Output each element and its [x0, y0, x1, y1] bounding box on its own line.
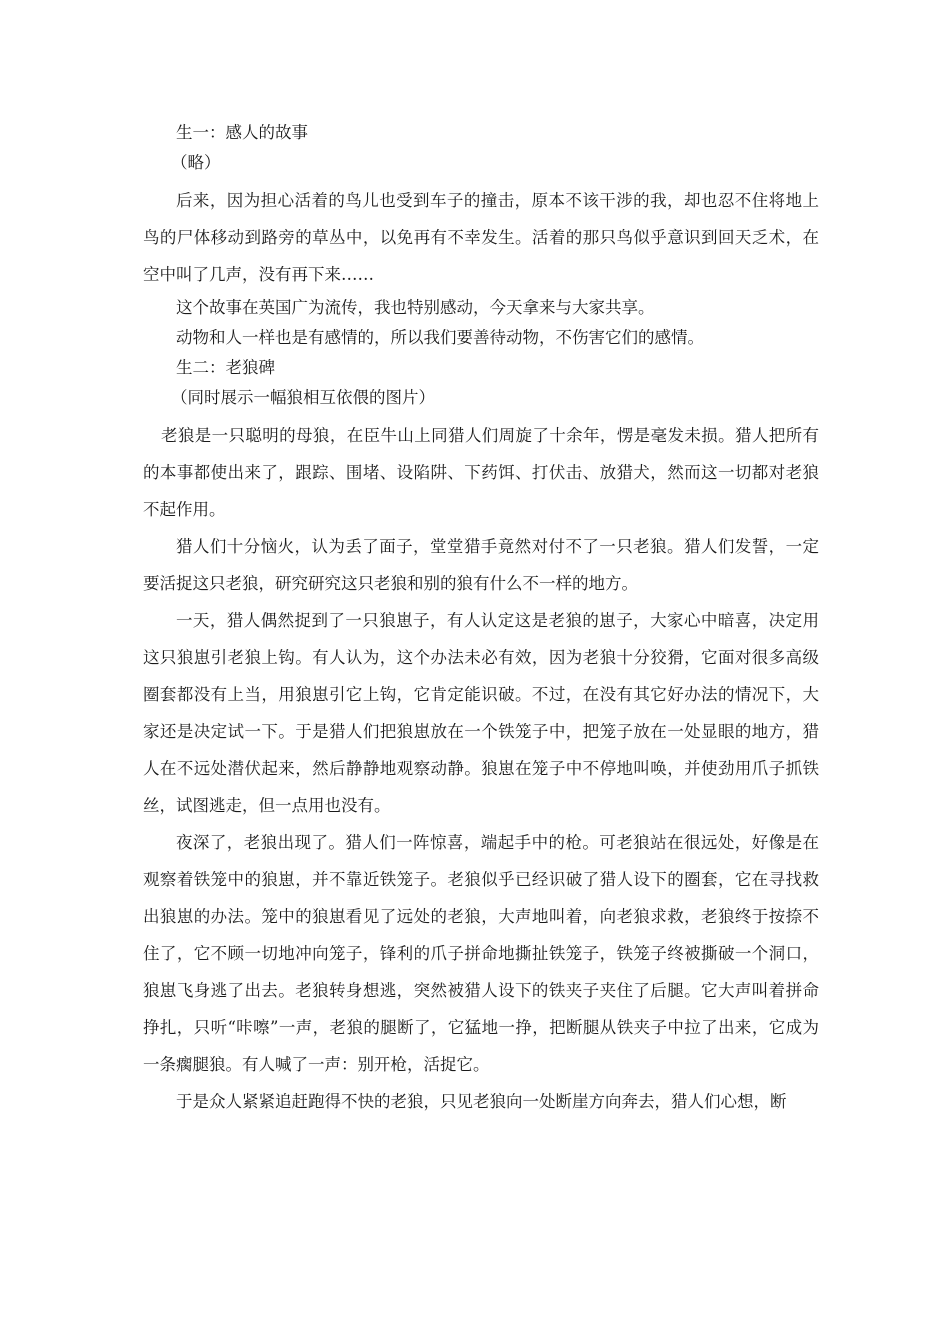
image-note: （同时展示一幅狼相互依偎的图片）	[171, 388, 435, 407]
story-paragraph: 一天，猎人偶然捉到了一只狼崽子，有人认定这是老狼的崽子，大家心中暗喜，决定用这只狼崽引老狼上钩。有人认为，这个办法未必有效，因为老狼十分狡猾，它面对很多高级圈套都没有上当，用狼崽引它上钩，它肯定能识破。不过，在没有其它好办法的情况下，大家还是决定试一下。于是猎人们把狼崽放在一个铁笼子中，把笼子放在一处显眼的地方，猎人在不远处潜伏起来，然后静静地观察动静。狼崽在笼子中不停地叫唤，并使劲用爪子抓铁丝，试图逃走，但一点用也没有。	[143, 611, 819, 815]
section-heading-1: 生一：感人的故事	[176, 123, 308, 142]
story-paragraph: 后来，因为担心活着的鸟儿也受到车子的撞击，原本不该干涉的我，却也忍不住将地上鸟的尸体移动到路旁的草丛中，以免再有不幸发生。活着的那只鸟似乎意识到回天乏术，在空中叫了几声，没有再下来……	[143, 191, 819, 284]
story-paragraph: 猎人们十分恼火，认为丢了面子，堂堂猎手竟然对付不了一只老狼。猎人们发誓，一定要活捉这只老狼，研究研究这只老狼和别的狼有什么不一样的地方。	[143, 537, 819, 593]
story-paragraph: 老狼是一只聪明的母狼，在臣牛山上同猎人们周旋了十余年，愣是毫发未损。猎人把所有的本事都使出来了，跟踪、围堵、设陷阱、下药饵、打伏击、放猎犬，然而这一切都对老狼不起作用。	[143, 426, 819, 519]
story-paragraph: 于是众人紧紧追赶跑得不快的老狼，只见老狼向一处断崖方向奔去，猎人们心想，断	[176, 1092, 787, 1111]
story-paragraph: 夜深了，老狼出现了。猎人们一阵惊喜，端起手中的枪。可老狼站在很远处，好像是在观察着铁笼中的狼崽，并不靠近铁笼子。老狼似乎已经识破了猎人设下的圈套，它在寻找救出狼崽的办法。笼中的狼崽看见了远处的老狼，大声地叫着，向老狼求救，老狼终于按捺不住了，它不顾一切地冲向笼子，锋利的爪子拼命地撕扯铁笼子，铁笼子终被撕破一个洞口，狼崽飞身逃了出去。老狼转身想逃，突然被猎人设下的铁夹子夹住了后腿。它大声叫着拼命挣扎，只听“咔嚓”一声，老狼的腿断了，它猛地一挣，把断腿从铁夹子中拉了出来，它成为一条瘸腿狼。有人喊了一声：别开枪，活捉它。	[143, 833, 819, 1074]
omitted-note: （略）	[171, 153, 221, 172]
story-paragraph: 这个故事在英国广为流传，我也特别感动，今天拿来与大家共享。	[176, 298, 655, 317]
document-page	[143, 118, 819, 1120]
section-heading-2: 生二：老狼碑	[176, 358, 275, 377]
story-paragraph: 动物和人一样也是有感情的，所以我们要善待动物，不伤害它们的感情。	[176, 328, 704, 347]
